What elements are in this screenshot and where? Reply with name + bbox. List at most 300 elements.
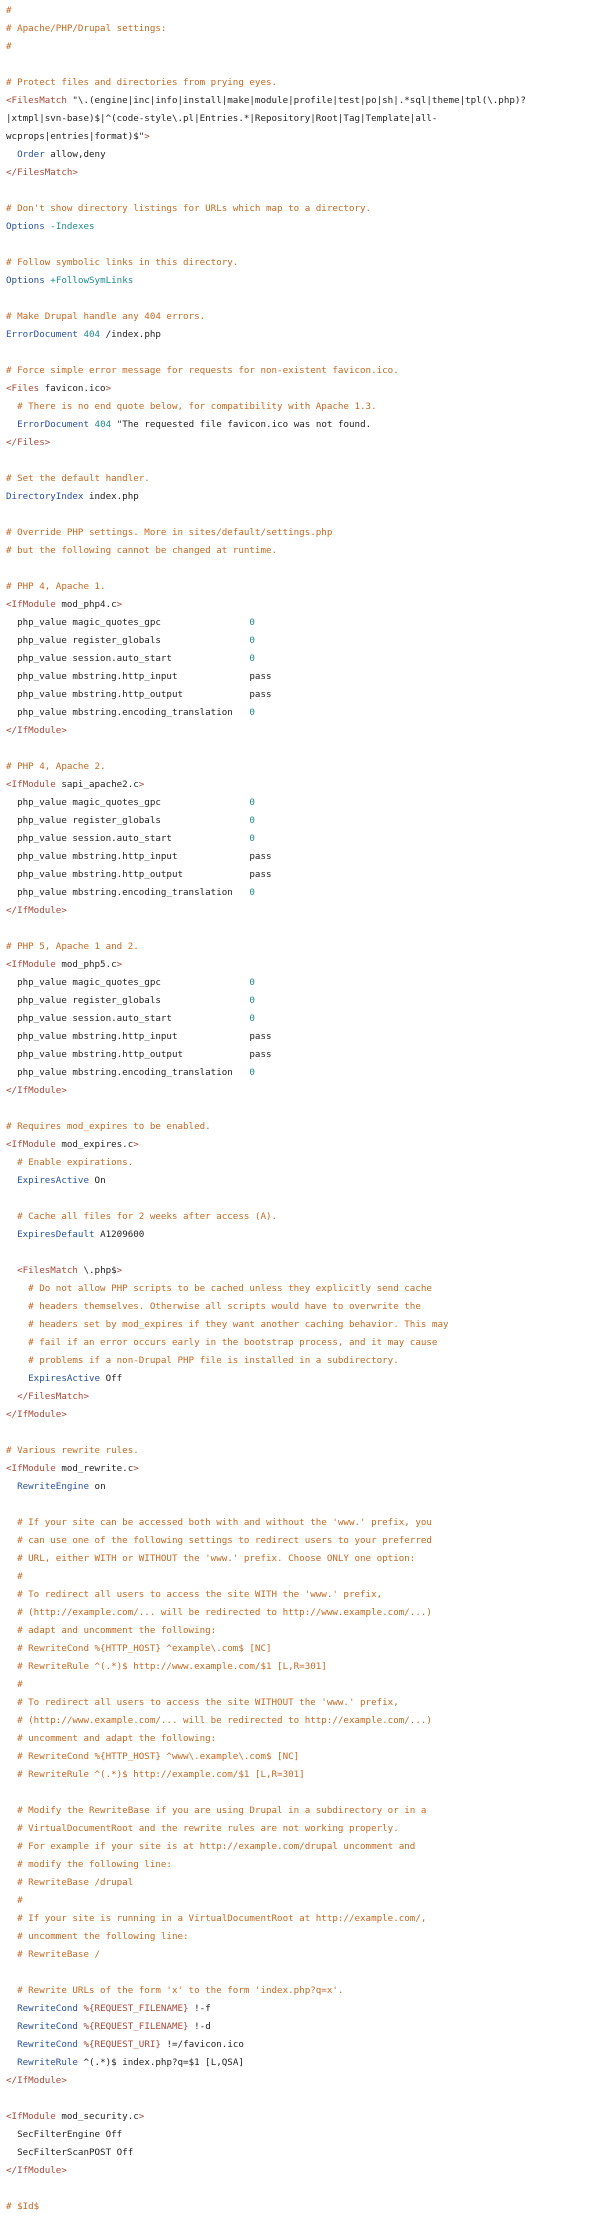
text-token [6,1697,17,1708]
code-line [6,1604,596,1622]
code-line [6,1514,596,1532]
tag-token: <Files [6,383,40,394]
tag-token: <IfModule [6,1463,56,1474]
code-line [6,1244,596,1262]
value-token: 0 [249,635,255,646]
text-token: !-f [188,2003,211,2014]
text-token [6,1265,17,1276]
tag-token: </FilesMatch> [6,167,78,178]
code-line [6,56,596,74]
comment-token: # uncomment the following line: [17,1931,189,1942]
text-token [6,1355,28,1366]
text-token [6,419,17,430]
code-line [6,992,596,1010]
text-token: \.php$ [77,1265,117,1276]
code-line [6,1226,596,1244]
code-line [6,866,596,884]
directive-token: ErrorDocument [6,329,78,340]
tag-token: </IfModule> [6,725,67,736]
text-token: wcprops|entries|format)$" [6,131,145,142]
code-line [6,812,596,830]
text-token: /index.php [100,329,161,340]
code-line [6,1550,596,1568]
code-line [6,146,596,164]
directive-token: RewriteCond [17,2039,78,2050]
tag-token: </IfModule> [6,2075,67,2086]
code-line [6,38,596,56]
tag-token: <IfModule [6,599,56,610]
comment-token: # [17,1571,23,1582]
code-line [6,110,596,128]
code-line [6,1982,596,2000]
comment-token: # [17,1895,23,1906]
text-token [6,1895,17,1906]
text-token [6,1571,17,1582]
tag-token: </FilesMatch> [17,1391,89,1402]
code-line [6,254,596,272]
directive-token: ExpiresActive [17,1175,89,1186]
comment-token: # Enable expirations. [17,1157,134,1168]
text-token: php_value register_globals [6,635,250,646]
code-line [6,1136,596,1154]
code-line [6,1568,596,1586]
value-token: 0 [249,617,255,628]
code-line [6,560,596,578]
tag-token: <IfModule [6,959,56,970]
text-token [6,1751,17,1762]
comment-token: # PHP 4, Apache 2. [6,761,106,772]
directive-token: Options [6,275,45,286]
code-line [6,1352,596,1370]
text-token: php_value register_globals [6,995,250,1006]
tag-token: <IfModule [6,779,56,790]
text-token: SecFilterScanPOST Off [6,2147,134,2158]
text-token [6,1319,28,1330]
comment-token: # adapt and uncomment the following: [17,1625,217,1636]
code-line [6,830,596,848]
comment-token: # RewriteBase / [17,1949,101,1960]
code-line [6,2072,596,2090]
code-line [6,2144,596,2162]
text-token: A1209600 [94,1229,145,1240]
code-line [6,902,596,920]
code-line [6,1334,596,1352]
value-token: 0 [249,797,255,808]
code-line [6,1496,596,1514]
code-line [6,1424,596,1442]
code-line [6,884,596,902]
tag-token: > [133,1463,139,1474]
text-token: php_value session.auto_start [6,833,250,844]
tag-token: %{REQUEST_FILENAME} [83,2021,189,2032]
value-token: 0 [249,815,255,826]
text-token: On [89,1175,106,1186]
code-line [6,1784,596,1802]
code-line [6,380,596,398]
code-line [6,1298,596,1316]
directive-token: ErrorDocument [17,419,89,430]
text-token [6,1391,17,1402]
code-line [6,1712,596,1730]
tag-token: <FilesMatch [17,1265,78,1276]
text-token [6,1931,17,1942]
tag-token: </IfModule> [6,1409,67,1420]
value-token: 0 [249,1013,255,1024]
text-token: allow,deny [44,149,106,160]
text-token [6,1661,17,1672]
value-token: -Indexes [50,221,95,232]
comment-token: # VirtualDocumentRoot and the rewrite rules are not working properly. [17,1823,399,1834]
text-token: php_value mbstring.http_output pass [6,1049,272,1060]
value-token: 404 [83,329,101,340]
text-token [6,149,17,160]
code-line [6,1280,596,1298]
code-line [6,794,596,812]
text-token [6,2021,17,2032]
text-token: php_value mbstring.http_output pass [6,689,272,700]
code-line [6,614,596,632]
tag-token: > [116,599,123,610]
tag-token: </Files> [6,437,51,448]
code-line [6,1208,596,1226]
comment-token: # There is no end quote below, for compatibility with Apache 1.3. [17,401,377,412]
comment-token: # headers set by mod_expires if they want another caching behavior. This may [28,1319,449,1330]
text-token [6,1481,17,1492]
tag-token: > [133,1139,139,1150]
text-token: mod_expires.c [55,1139,134,1150]
code-line [6,326,596,344]
code-line [6,1046,596,1064]
text-token [6,1535,17,1546]
code-line [6,290,596,308]
text-token: php_value mbstring.http_input pass [6,671,272,682]
tag-token: %{REQUEST_FILENAME} [83,2003,189,2014]
code-line [6,164,596,182]
text-token: php_value register_globals [6,815,250,826]
text-token [6,1337,28,1348]
code-line [6,1964,596,1982]
text-token: mod_php4.c [55,599,117,610]
comment-token: # Do not allow PHP scripts to be cached unless they explicitly send cache [28,1283,432,1294]
code-line [6,200,596,218]
comment-token: # Follow symbolic links in this directory. [6,257,239,268]
text-token [6,1733,17,1744]
text-token: php_value mbstring.http_input pass [6,851,272,862]
text-token: "The requested file favicon.ico was not found. [111,419,372,430]
text-token: php_value mbstring.http_input pass [6,1031,272,1042]
code-line [6,1910,596,1928]
code-line [6,1694,596,1712]
text-token: php_value mbstring.encoding_translation [6,887,250,898]
text-token: ^(.*)$ index.php?q=$1 [L,QSA] [77,2057,244,2068]
code-line [6,1028,596,1046]
code-line [6,1838,596,1856]
code-line [6,2018,596,2036]
comment-token: # To redirect all users to access the site WITHOUT the 'www.' prefix, [17,1697,399,1708]
comment-token: # Various rewrite rules. [6,1445,139,1456]
tag-token: <IfModule [6,2111,56,2122]
text-token [6,1715,17,1726]
comment-token: # headers themselves. Otherwise all scripts would have to overwrite the [28,1301,421,1312]
text-token [6,1211,17,1222]
code-line [6,1082,596,1100]
code-line [6,974,596,992]
code-line [6,452,596,470]
code-view [6,2,596,2216]
text-token: index.php [83,491,139,502]
comment-token: # problems if a non-Drupal PHP file is installed in a subdirectory. [28,1355,399,1366]
text-token [6,1373,28,1384]
directive-token: RewriteEngine [17,1481,89,1492]
comment-token: # fail if an error occurs early in the bootstrap process, and it may cause [28,1337,438,1348]
tag-token: > [105,383,112,394]
code-line [6,1478,596,1496]
code-line [6,2162,596,2180]
code-line [6,20,596,38]
code-line [6,1586,596,1604]
comment-token: # Make Drupal handle any 404 errors. [6,311,206,322]
code-line [6,542,596,560]
value-token: 0 [249,833,255,844]
comment-token: # Cache all files for 2 weeks after access (A). [17,1211,278,1222]
text-token [6,1841,17,1852]
text-token: !-d [188,2021,211,2032]
comment-token: # For example if your site is at http://example.com/drupal uncomment and [17,1841,416,1852]
tag-token: > [116,959,123,970]
tag-token: <FilesMatch [6,95,67,106]
code-line [6,1640,596,1658]
comment-token: # If your site is running in a VirtualDocumentRoot at http://example.com/, [17,1913,427,1924]
code-line [6,1100,596,1118]
directive-token: RewriteCond [17,2003,78,2014]
text-token: on [89,1481,106,1492]
tag-token: </IfModule> [6,905,67,916]
tag-token: > [144,131,150,142]
code-line [6,2054,596,2072]
comment-token: # [17,1679,23,1690]
comment-token: # can use one of the following settings to redirect users to your preferred [17,1535,432,1546]
code-line [6,1172,596,1190]
code-line [6,2180,596,2198]
comment-token: # Set the default handler. [6,473,150,484]
text-token [6,1859,17,1870]
code-line [6,218,596,236]
comment-token: # PHP 4, Apache 1. [6,581,106,592]
code-line [6,1658,596,1676]
directive-token: RewriteCond [17,2021,78,2032]
code-line [6,434,596,452]
code-line [6,1370,596,1388]
value-token: +FollowSymLinks [50,275,134,286]
comment-token: # (http://www.example.com/... will be redirected to http://example.com/...) [17,1715,432,1726]
text-token: php_value mbstring.http_output pass [6,869,272,880]
text-token: php_value mbstring.encoding_translation [6,707,250,718]
code-line [6,308,596,326]
directive-token: Options [6,221,45,232]
comment-token: # PHP 5, Apache 1 and 2. [6,941,139,952]
code-line [6,1406,596,1424]
code-line [6,128,596,146]
value-token: 0 [249,995,255,1006]
code-line [6,1190,596,1208]
code-line [6,578,596,596]
code-line [6,1622,596,1640]
text-token: mod_rewrite.c [55,1463,134,1474]
directive-token: Order [17,149,45,160]
directive-token: ExpiresActive [28,1373,101,1384]
text-token: mod_security.c [55,2111,139,2122]
code-line [6,1460,596,1478]
comment-token: # RewriteBase /drupal [17,1877,134,1888]
text-token [6,1553,17,1564]
comment-token: # Force simple error message for requests for non-existent favicon.ico. [6,365,399,376]
code-line [6,470,596,488]
comment-token: # If your site can be accessed both with and without the 'www.' prefix, you [17,1517,432,1528]
code-line [6,632,596,650]
code-line [6,344,596,362]
text-token [6,2057,17,2068]
comment-token: # Requires mod_expires to be enabled. [6,1121,211,1132]
comment-token: # Modify the RewriteBase if you are using Drupal in a subdirectory or in a [17,1805,427,1816]
text-token: !=/favicon.ico [160,2039,244,2050]
text-token [6,1625,17,1636]
comment-token: # uncomment and adapt the following: [17,1733,217,1744]
text-token: php_value session.auto_start [6,1013,250,1024]
code-line [6,1766,596,1784]
code-line [6,1730,596,1748]
text-token [6,401,17,412]
code-line [6,650,596,668]
comment-token: # RewriteCond %{HTTP_HOST} ^example\.com$ [NC] [17,1643,272,1654]
code-line [6,1010,596,1028]
comment-token: # RewriteRule ^(.*)$ http://www.example.com/$1 [L,R=301] [17,1661,327,1672]
text-token: favicon.ico [39,383,106,394]
text-token [6,2039,17,2050]
comment-token: # URL, either WITH or WITHOUT the 'www.' prefix. Choose ONLY one option: [17,1553,416,1564]
code-line [6,272,596,290]
directive-token: RewriteRule [17,2057,78,2068]
code-line [6,236,596,254]
code-line [6,596,596,614]
code-line [6,1874,596,1892]
directive-token: DirectoryIndex [6,491,84,502]
tag-token: > [138,2111,145,2122]
code-line [6,362,596,380]
code-line [6,488,596,506]
text-token [6,1607,17,1618]
text-token [6,1877,17,1888]
text-token [6,1985,17,1996]
text-token: php_value magic_quotes_gpc [6,617,250,628]
comment-token: # RewriteCond %{HTTP_HOST} ^www\.example\.com$ [NC] [17,1751,300,1762]
text-token: "\.(engine|inc|info|install|make|module|profile|test|po|sh|.*sql|theme|tpl(\.php)? [66,95,526,106]
value-token: 0 [249,1067,255,1078]
comment-token: # $Id$ [6,2201,40,2212]
code-line [6,1820,596,1838]
code-line [6,2126,596,2144]
text-token: Off [100,1373,123,1384]
code-line [6,398,596,416]
text-token: sapi_apache2.c [55,779,139,790]
text-token [6,2003,17,2014]
text-token [6,1283,28,1294]
code-line [6,686,596,704]
text-token [6,1229,17,1240]
text-token [6,1175,17,1186]
text-token: php_value magic_quotes_gpc [6,977,250,988]
text-token [6,1823,17,1834]
text-token [6,1913,17,1924]
text-token [6,1157,17,1168]
comment-token: # (http://example.com/... will be redirected to http://www.example.com/...) [17,1607,432,1618]
code-line [6,740,596,758]
code-line [6,1946,596,1964]
tag-token: </IfModule> [6,2165,67,2176]
code-line [6,2000,596,2018]
code-line [6,182,596,200]
code-line [6,1856,596,1874]
code-line [6,1316,596,1334]
value-token: 0 [249,707,255,718]
text-token [6,1679,17,1690]
tag-token: > [116,1265,123,1276]
code-line [6,1928,596,1946]
text-token [6,1517,17,1528]
text-token [6,1589,17,1600]
text-token [6,1769,17,1780]
code-line [6,2108,596,2126]
value-token: 0 [249,887,255,898]
code-line [6,920,596,938]
code-line [6,848,596,866]
tag-token: %{REQUEST_URI} [83,2039,161,2050]
code-line [6,92,596,110]
code-line [6,2198,596,2216]
code-line [6,1442,596,1460]
value-token: 404 [94,419,112,430]
code-line [6,416,596,434]
value-token: 0 [249,653,255,664]
comment-token: # RewriteRule ^(.*)$ http://example.com/$1 [L,R=301] [17,1769,305,1780]
comment-token: # To redirect all users to access the site WITH the 'www.' prefix, [17,1589,383,1600]
code-line [6,2,596,20]
code-line [6,1802,596,1820]
code-line [6,938,596,956]
comment-token: # Override PHP settings. More in sites/default/settings.php [6,527,333,538]
text-token [6,1643,17,1654]
comment-token: # [6,5,12,16]
comment-token: # Don't show directory listings for URLs which map to a directory. [6,203,372,214]
value-token: 0 [249,977,255,988]
code-line [6,704,596,722]
code-line [6,1676,596,1694]
code-line [6,2090,596,2108]
text-token: php_value mbstring.encoding_translation [6,1067,250,1078]
tag-token: </IfModule> [6,1085,67,1096]
text-token: SecFilterEngine Off [6,2129,123,2140]
code-line [6,956,596,974]
code-line [6,1532,596,1550]
text-token: |xtmpl|svn-base)$|^(code-style\.pl|Entries.*|Repository|Root|Tag|Template|all- [6,113,438,124]
code-line [6,506,596,524]
code-line [6,1064,596,1082]
comment-token: # [6,41,12,52]
comment-token: # Rewrite URLs of the form 'x' to the form 'index.php?q=x'. [17,1985,344,1996]
text-token [6,1805,17,1816]
code-line [6,668,596,686]
code-line [6,776,596,794]
text-token: php_value session.auto_start [6,653,250,664]
